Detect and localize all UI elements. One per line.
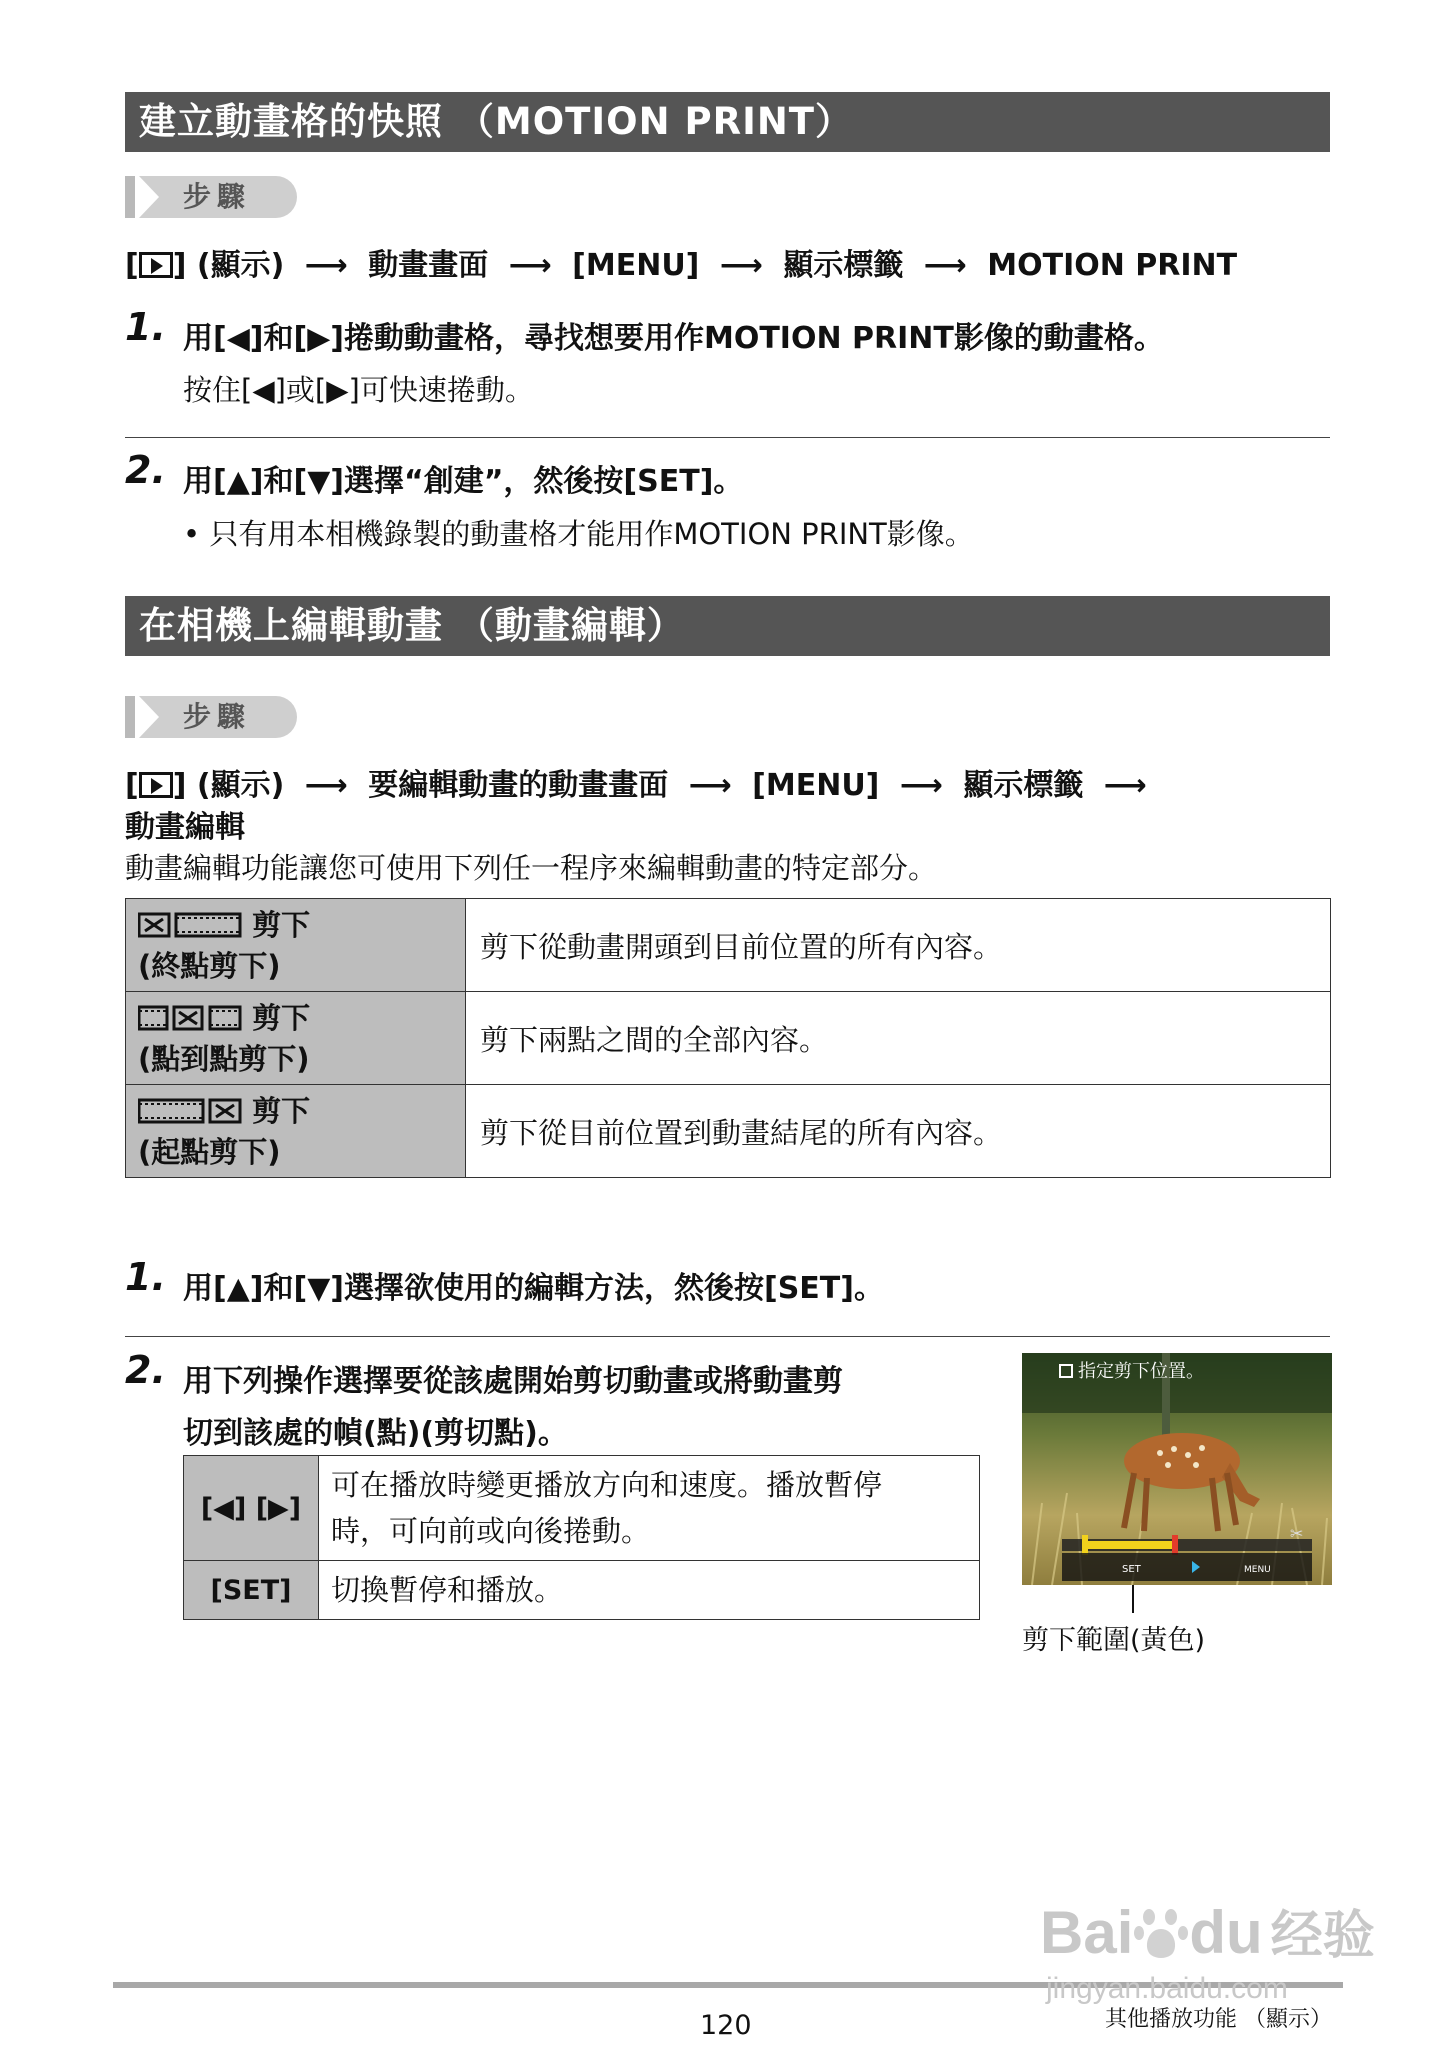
svg-text:✂: ✂ (1290, 1524, 1304, 1543)
table-cell-desc: 切換暫停和播放。 (319, 1561, 980, 1620)
step-number: 2. (125, 1348, 166, 1392)
arrow-right-icon: ⟶ (923, 248, 967, 283)
arrow-right-icon: ⟶ (1103, 768, 1147, 803)
step-number: 1. (125, 1255, 166, 1299)
step-instruction-cont: 切到該處的幀(點)(剪切點)。 (183, 1416, 568, 1451)
steps-label: 步驟 (125, 176, 297, 218)
watermark-url: jingyan.baidu.com (1046, 1972, 1288, 2005)
arrow-right-icon: ⟶ (688, 768, 732, 803)
step-instruction: 用[▲]和[▼]選擇欲使用的編輯方法，然後按[SET]。 (183, 1271, 884, 1306)
cut-point-to-point-icon (138, 1002, 242, 1040)
paw-icon (1133, 1905, 1189, 1961)
divider (125, 1336, 1330, 1337)
bullet-note: • 只有用本相機錄製的動畫格才能用作MOTION PRINT影像。 (183, 517, 974, 551)
arrow-right-icon: ⟶ (304, 768, 348, 803)
play-icon (139, 252, 173, 278)
cut-to-point-icon (138, 909, 242, 947)
table-cell-desc: 可在播放時變更播放方向和速度。播放暫停 時，可向前或向後捲動。 (319, 1456, 980, 1561)
footer-section-name: 其他播放功能 （顯示） (1105, 2007, 1332, 2032)
table-cell-desc: 剪下兩點之間的全部內容。 (466, 992, 1331, 1085)
nav-path-motion-print: [ ] (顯示) ⟶ 動畫畫面 ⟶ [MENU] ⟶ 顯示標籤 ⟶ MOTION PRINT (125, 248, 1238, 283)
table-cell-desc: 剪下從動畫開頭到目前位置的所有內容。 (466, 899, 1331, 992)
table-row (184, 1561, 980, 1620)
camera-screen-image (1022, 1353, 1332, 1585)
key-left-right: [◀] [▶] (184, 1456, 319, 1561)
photo-caption: 剪下範圍(黃色) (1022, 1625, 1206, 1656)
step-instruction: 用下列操作選擇要從該處開始剪切動畫或將動畫剪 (183, 1364, 843, 1399)
edit-methods-table (125, 898, 1331, 1178)
step-note: 按住[◀]或[▶]可快速捲動。 (183, 373, 534, 407)
nav-path-continued: 動畫編輯 (125, 810, 245, 845)
table-row: 剪下 (點到點剪下) 剪下兩點之間的全部內容。 (126, 992, 1331, 1085)
arrow-right-icon: ⟶ (899, 768, 943, 803)
arrow-right-icon: ⟶ (508, 248, 552, 283)
table-row: 剪下 (終點剪下) 剪下從動畫開頭到目前位置的所有內容。 (126, 899, 1331, 992)
operations-table (183, 1455, 980, 1620)
arrow-right-icon: ⟶ (719, 248, 763, 283)
play-icon (139, 772, 173, 798)
photo-overlay-text: 指定剪下位置。 (1078, 1361, 1204, 1382)
page-number: 120 (700, 2010, 752, 2041)
step-number: 1. (125, 305, 166, 349)
section-title-movie-editor: 在相機上編輯動畫 （動畫編輯） (125, 596, 1330, 656)
key-set: [SET] (184, 1561, 319, 1620)
section-title-motion-print: 建立動畫格的快照 （MOTION PRINT） (125, 92, 1330, 152)
cut-from-point-icon (138, 1095, 242, 1133)
step-instruction: 用[◀]和[▶]捲動動畫格，尋找想要用作MOTION PRINT影像的動畫格。 (183, 321, 1164, 356)
svg-text:MENU: MENU (1244, 1565, 1271, 1575)
table-row: 剪下 (起點剪下) 剪下從目前位置到動畫結尾的所有內容。 (126, 1085, 1331, 1178)
svg-text:SET: SET (1122, 1564, 1141, 1575)
arrow-right-icon: ⟶ (304, 248, 348, 283)
watermark-brand: Bai du 经验 (1040, 1899, 1375, 1966)
divider (125, 437, 1330, 438)
steps-label: 步驟 (125, 696, 297, 738)
table-cell-desc: 剪下從目前位置到動畫結尾的所有內容。 (466, 1085, 1331, 1178)
table-row (184, 1456, 980, 1561)
nav-path-movie-editor: [ ] (顯示) ⟶ 要編輯動畫的動畫畫面 ⟶ [MENU] ⟶ 顯示標籤 ⟶ (125, 768, 1147, 803)
callout-line (1132, 1585, 1134, 1613)
step-number: 2. (125, 448, 166, 492)
intro-text: 動畫編輯功能讓您可使用下列任一程序來編輯動畫的特定部分。 (125, 851, 938, 885)
step-instruction: 用[▲]和[▼]選擇“創建”，然後按[SET]。 (183, 464, 744, 499)
